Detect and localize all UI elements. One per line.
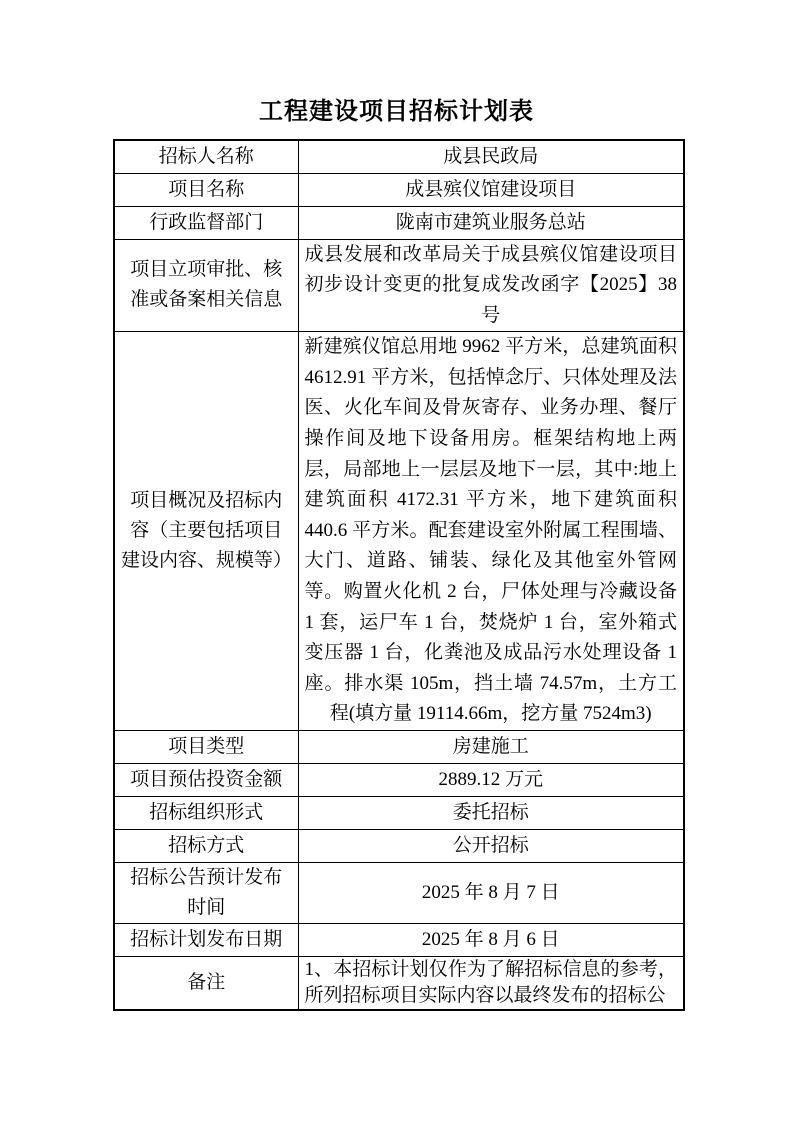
row-project-type <box>114 731 684 764</box>
plan-publish-date-label: 招标计划发布日期 <box>114 924 298 957</box>
organization-form-value: 委托招标 <box>298 797 684 830</box>
estimated-investment-value: 2889.12 万元 <box>298 764 684 797</box>
announcement-date-label: 招标公告预计发布时间 <box>114 863 298 924</box>
remarks-label: 备注 <box>114 957 298 1011</box>
row-bidder-name <box>114 140 684 173</box>
project-overview-label: 项目概况及招标内容（主要包括项目建设内容、规模等） <box>114 332 298 731</box>
row-approval-info <box>114 239 684 332</box>
estimated-investment-label: 项目预估投资金额 <box>114 764 298 797</box>
remarks-value: 1、本招标计划仅作为了解招标信息的参考，所列招标项目实际内容以最终发布的招标公 <box>298 957 684 1011</box>
project-type-value: 房建施工 <box>298 731 684 764</box>
row-project-name <box>114 173 684 206</box>
bidding-method-label: 招标方式 <box>114 830 298 863</box>
project-name-value: 成县殡仪馆建设项目 <box>298 173 684 206</box>
supervision-dept-label: 行政监督部门 <box>114 206 298 239</box>
approval-info-value: 成县发展和改革局关于成县殡仪馆建设项目初步设计变更的批复成发改函字【2025】38号 <box>298 239 684 332</box>
row-plan-publish-date <box>114 924 684 957</box>
row-bidding-method <box>114 830 684 863</box>
project-overview-value: 新建殡仪馆总用地 9962 平方米，总建筑面积 4612.91 平方米，包括悼念厅、只体处理及法医、火化车间及骨灰寄存、业务办理、餐厅操作间及地下设备用房。框架结构地上两层，局部地上一层层及地下一层，其中:地上建筑面积 4172.31 平方米，地下建筑面积 440.6 平方米。配套建设室外附属工程围墙、大门、道路、铺装、绿化及其他室外管网等。购置火化机 2 台，尸体处理与冷藏设备 1 套，运尸车 1 台，焚烧炉 1 台，室外箱式变压器 1 台，化粪池及成品污水处理设备 1 座。排水渠 105m，挡土墙 74.57m，土方工程(填方量 19114.66m，挖方量 7524m3) <box>298 332 684 731</box>
organization-form-label: 招标组织形式 <box>114 797 298 830</box>
row-announcement-date <box>114 863 684 924</box>
supervision-dept-value: 陇南市建筑业服务总站 <box>298 206 684 239</box>
bidder-name-label: 招标人名称 <box>114 140 298 173</box>
bidder-name-value: 成县民政局 <box>298 140 684 173</box>
row-estimated-investment <box>114 764 684 797</box>
announcement-date-value: 2025 年 8 月 7 日 <box>298 863 684 924</box>
project-name-label: 项目名称 <box>114 173 298 206</box>
row-organization-form <box>114 797 684 830</box>
page-title: 工程建设项目招标计划表 <box>259 99 534 125</box>
bidding-plan-table <box>113 139 685 1011</box>
plan-publish-date-value: 2025 年 8 月 6 日 <box>298 924 684 957</box>
row-remarks <box>114 957 684 1011</box>
row-supervision-dept <box>114 206 684 239</box>
row-project-overview <box>114 332 684 731</box>
approval-info-label: 项目立项审批、核准或备案相关信息 <box>114 239 298 332</box>
project-type-label: 项目类型 <box>114 731 298 764</box>
bidding-method-value: 公开招标 <box>298 830 684 863</box>
